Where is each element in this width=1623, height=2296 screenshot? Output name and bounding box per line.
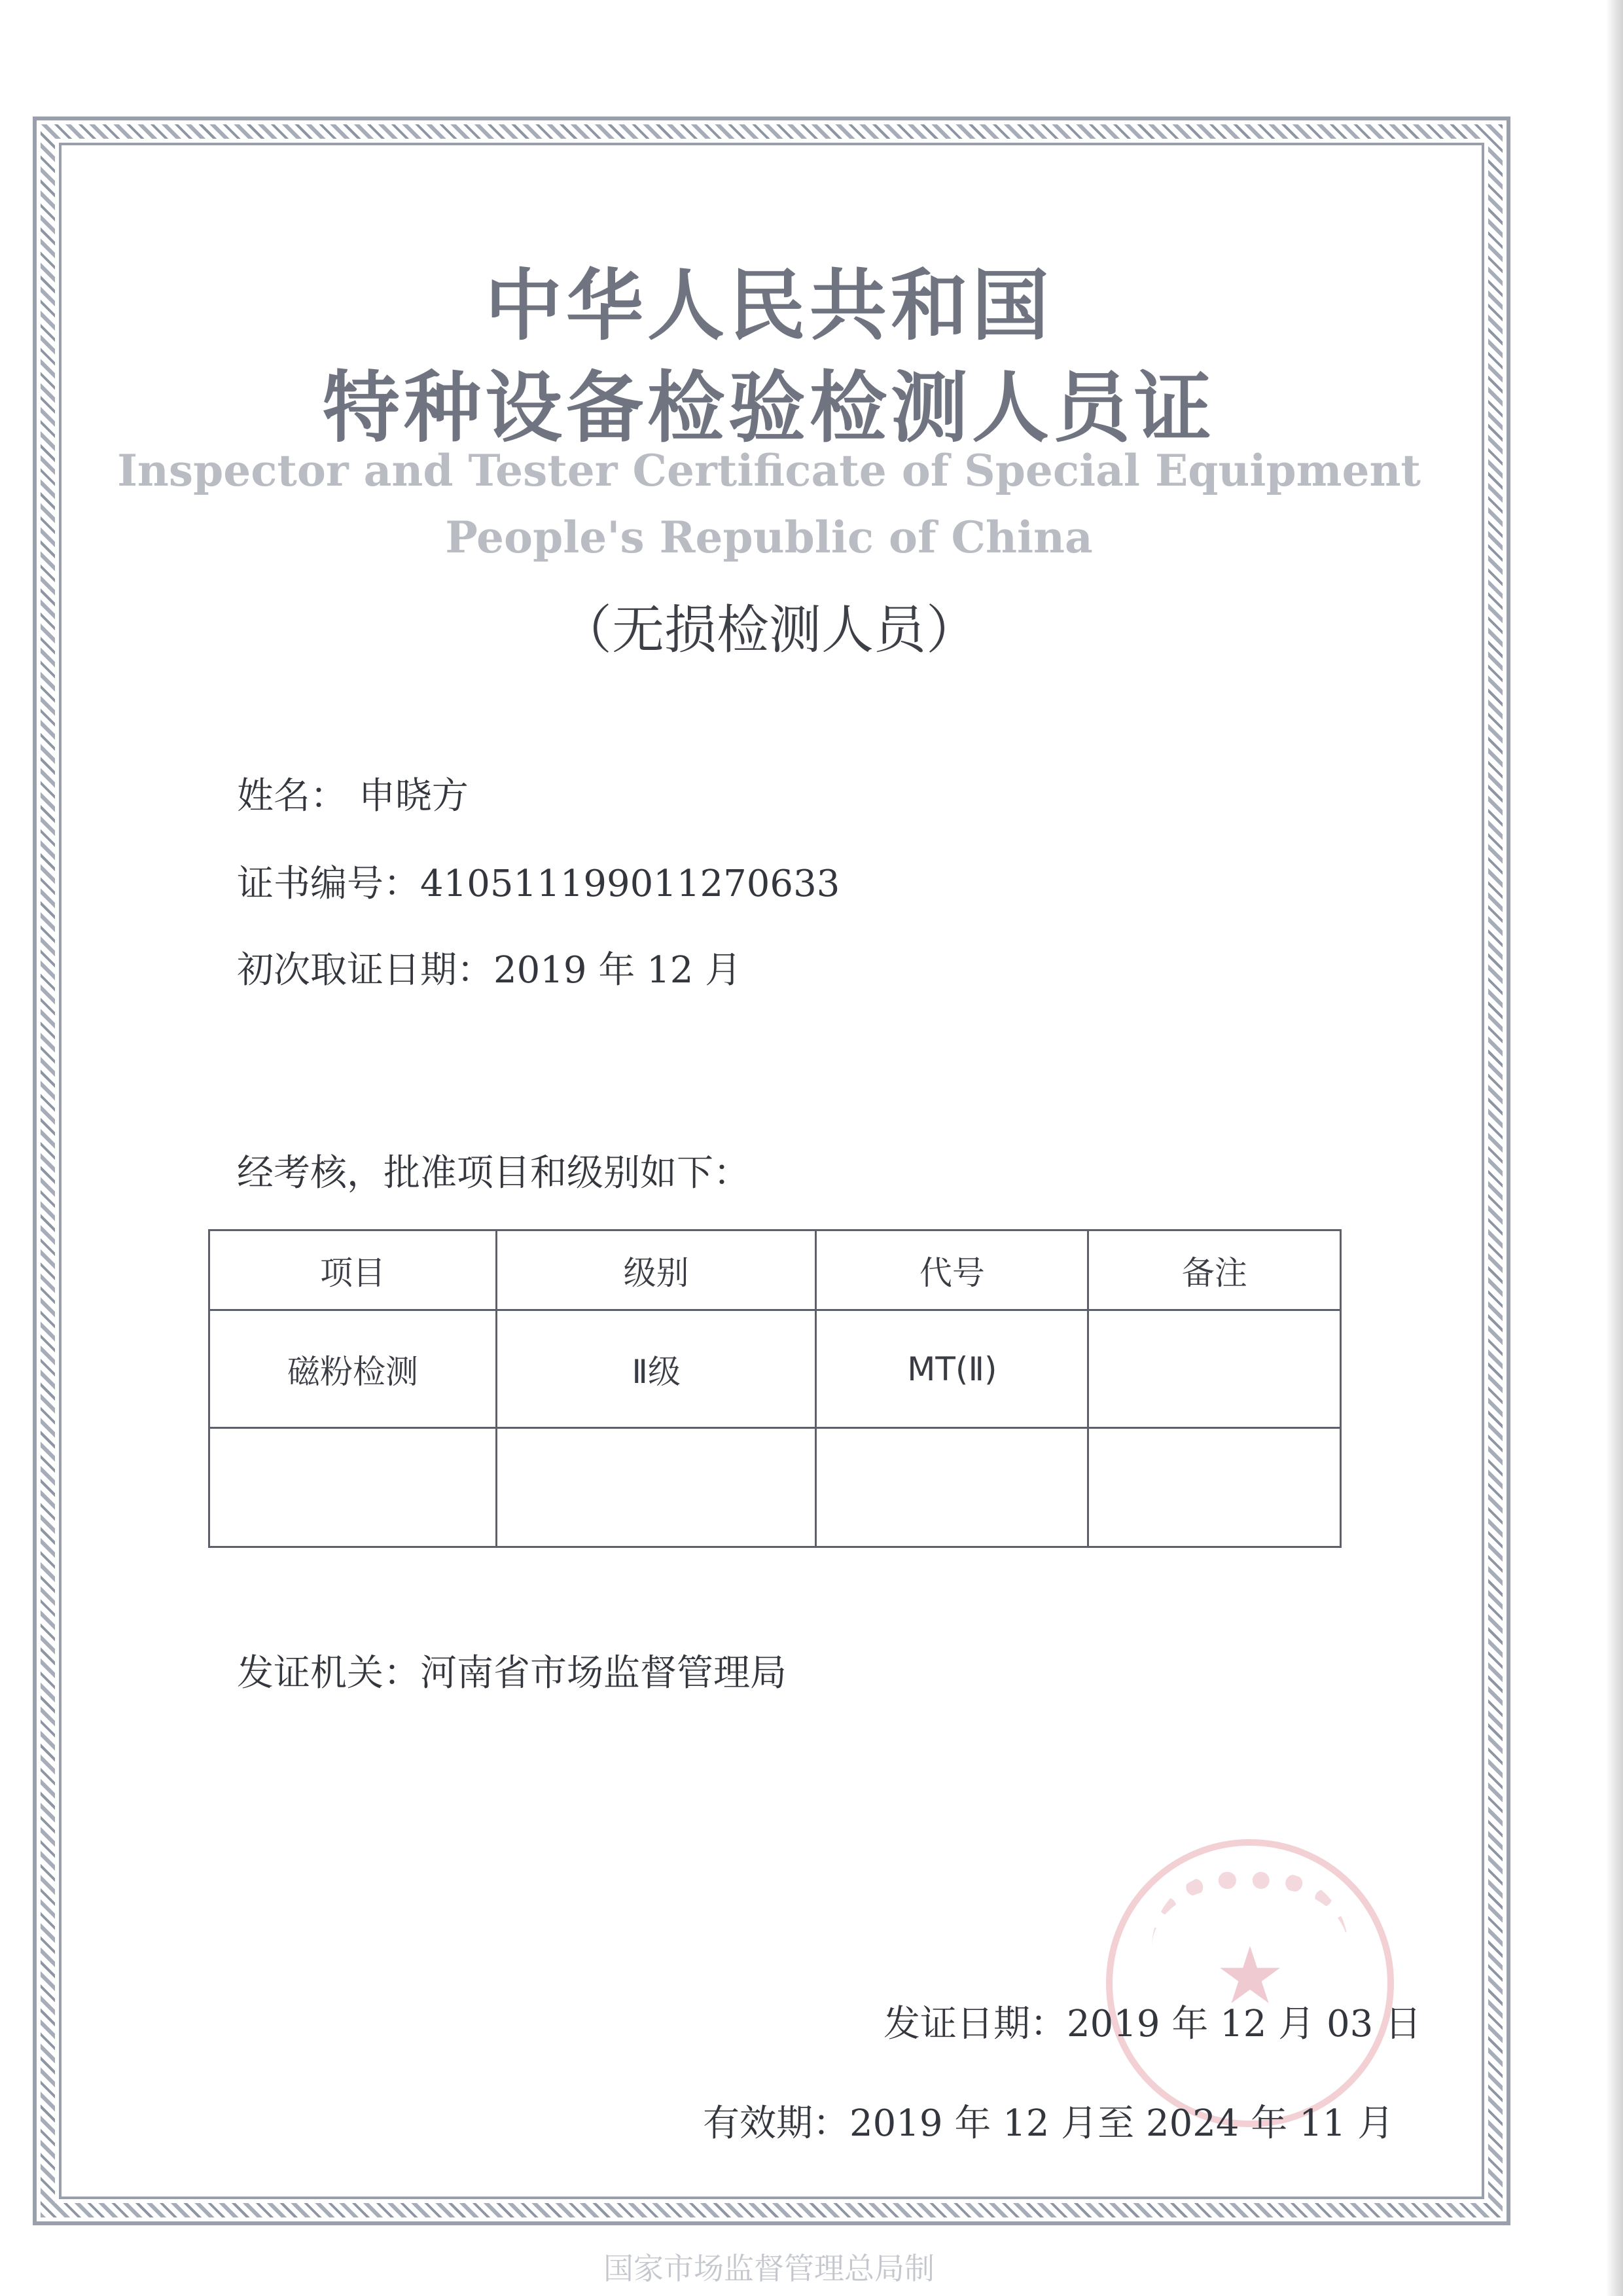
table-cell-code: [816, 1428, 1088, 1547]
table-row: [209, 1428, 1341, 1547]
table-header-remarks: 备注: [1088, 1230, 1341, 1310]
table-cell-item: [209, 1428, 497, 1547]
validity-value: 2019 年 12 月至 2024 年 11 月: [849, 2102, 1395, 2145]
first-issue-date-value: 2019 年 12 月: [493, 949, 742, 992]
table-cell-remarks: [1088, 1428, 1341, 1547]
table-header-code: 代号: [816, 1230, 1088, 1310]
holder-name-label: 姓名：: [237, 775, 347, 817]
cert-number-value: 410511199011270633: [420, 863, 840, 905]
first-issue-date-label: 初次取证日期：: [237, 949, 493, 992]
cert-number-label: 证书编号：: [237, 863, 420, 905]
table-cell-level: [496, 1428, 815, 1547]
cert-number-field: [237, 855, 840, 907]
certificate-subtitle: （无损检测人员）: [560, 600, 978, 660]
issuing-authority-label: 发证机关：: [237, 1652, 420, 1695]
title-cn-line2: 特种设备检验检测人员证: [322, 363, 1215, 453]
holder-name-value: 申晓方: [358, 775, 469, 817]
table-header-row: [209, 1230, 1341, 1310]
issue-date-label: 发证日期：: [883, 2003, 1067, 2045]
table-cell-remarks: [1088, 1310, 1341, 1428]
title-cn-line1: 中华人民共和国: [484, 260, 1053, 351]
table-cell-code: MT(Ⅱ): [816, 1310, 1088, 1428]
validity-label: 有效期：: [703, 2102, 849, 2145]
scan-edge-shadow: [1606, 0, 1623, 2296]
issue-date-field: [883, 1995, 1421, 2047]
title-en-line1: Inspector and Tester Certificate of Special Equipment: [117, 445, 1421, 496]
issuer-footer: 国家市场监督管理总局制: [603, 2251, 935, 2286]
approval-text: 经考核，批准项目和级别如下：: [237, 1152, 750, 1194]
validity-field: [703, 2094, 1394, 2147]
table-cell-item: 磁粉检测: [209, 1310, 497, 1428]
issuing-authority-value: 河南省市场监督管理局: [420, 1652, 787, 1695]
table-row: [209, 1310, 1341, 1428]
issue-date-value: 2019 年 12 月 03 日: [1067, 2003, 1422, 2045]
approved-items-table: [208, 1229, 1342, 1548]
first-issue-date-field: [237, 941, 741, 994]
official-seal-stamp: [1106, 1839, 1394, 2127]
holder-name-field: [237, 767, 469, 819]
title-en-line2: People's Republic of China: [445, 512, 1093, 563]
issuing-authority-field: [237, 1644, 787, 1696]
table-cell-level: Ⅱ级: [496, 1310, 815, 1428]
table-header-level: 级别: [496, 1230, 815, 1310]
table-header-item: 项目: [209, 1230, 497, 1310]
seal-star-icon: ★: [1215, 1931, 1285, 2022]
